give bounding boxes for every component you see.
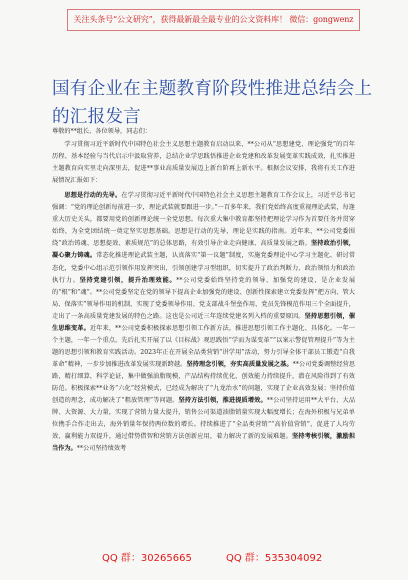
para6-text: **公司党委调整经营思路，精打细算，科学论证，集中做强油脂现模，产品结构持续优化，创效能力持续提升，潜在风险得到了有效防范。积极探索**业务“六化”经营模式，已经成为解决了“九龙治水”的问题，实现了企业高效发展；坚持价值创造的理念，成功解决了“粗放管理”等问题。: [52, 360, 356, 405]
promo-banner: 关注头条号“公文研究”，获得最新最全最专业的公文资料库！ 微信：gongwenz: [67, 9, 360, 31]
para7-text: **公司坚持运用**大平台、大品牌、大资源、大力量，实现了营销力量大提升，销售公司渠道油脂销量实现大幅度增长；在海外积极与兄弟单位携手合作走出去，海外销量年保持两位数的增长。持续推进了“全品类营销”“高价值营销”，促进了人均劳效、赢利能力双提升，通过借势借智和营销方法创新应用，着力解决了新的发展难题。: [52, 397, 356, 441]
para4-text: **公司党委始终坚持党的领导、加强党的建设，是企业发展的“根”和“魂”。**公司党委坚定在党的领导下提高企业加强党的建设、创新性探索建立党委发挥“把方向、管大局、保落实”领导作用的机制，实现了党委领导作用、党支部战斗堡垒作用、党员先锋模范作用三个全面提升，走出了一条高质量党建发展的特色之路。这也是公司近三年连续党建名列入档的重要原因。: [52, 276, 356, 320]
footer-qq-group-1: QQ 群：30265665: [102, 553, 192, 564]
bold-point-1: 坚持政治引领，凝心聚力铸魂。: [52, 240, 355, 260]
para3-text: 常态化推进理论武装主题，认真落实“第一议题”制度，实施党委理论中心学习主题化、研讨常态化，党委中心组示范引领作用发挥突出，引领创建学习型组织，切实提升了政治判断力、政治领悟力和政治执行力。: [52, 252, 356, 284]
bold-point-6: 坚持考核引领，激励担当作为。: [52, 433, 356, 453]
document-body: [52, 126, 355, 455]
bold-point-5: 坚持方法引领，推进提质增效。: [178, 397, 267, 405]
para2-text: 在学习贯彻习近平新时代中国特色社会主义思想主题教育工作会议上，习近平总书记强调：“党的理论创新每前进一步，理论武装就要跟进一步。”一百多年来，我们党始终高度重视理论武装，每逢重大历史关头，都要用党的创新理论统一全党思想。每次重大集中教育都坚持把理论学习作为首要任务并贯穿始终，为全党团结统一奠定坚实思想基础。思想是行动的先导，理论是实践的指南。近年来，**公司党委围绕“政治铸魂、思想提效、素质规范”的总体思路，有效引导企业走向健康、高质量发展之路。: [52, 192, 356, 248]
section-heading: 思想是行动的先导。: [64, 192, 122, 200]
bold-point-2: 坚持党建引领，提升治理效能。: [79, 276, 177, 284]
section-paragraph: [52, 190, 355, 455]
bold-point-4: 坚持理念引领，夯实高质量发展之基。: [186, 360, 293, 368]
intro-paragraph: 学习贯彻习近平新时代中国特色社会主义思想主题教育启动以来，**公司从“思想建党、理论强党”的百年历程、基本经验与当代启示中汲取营养，总结企业学思践悟推进企业党建和改革发展变革实践成效，扎实推进主题教育向实里走向深里去，促进**事业高质量发展迈上新台阶再上新水平。根据会议安排，我将有关工作进展情况汇报如下：: [52, 141, 355, 185]
document-title: 国有企业在主题教育阶段性推进总结会上的汇报发言: [52, 78, 373, 127]
para8-text: **公司坚持绩效考: [76, 445, 127, 453]
para5-text: 近年来，**公司党委积极探索思想引领工作新方法，推进思想引领工作主题化、具体化。一年一个主题，一年一个重点。先后扎实开展了以《目标战》观思践悟“学而为谋变革”“以案示警促管理提升”等为主题的思想引领和教育实践活动。2023年正在开展全品类营销“讲学用”活动，努力引导全体干部员工锻造“自我革命”精神，一步步加推进改革发展实现新跨越。: [52, 324, 355, 368]
bold-point-3: 坚持思想引领，催生思维变革。: [52, 312, 356, 332]
greeting: 尊敬的**组长、各位领导，同志们：: [52, 128, 151, 135]
footer-qq-group-2: QQ 群：535304092: [226, 553, 323, 564]
